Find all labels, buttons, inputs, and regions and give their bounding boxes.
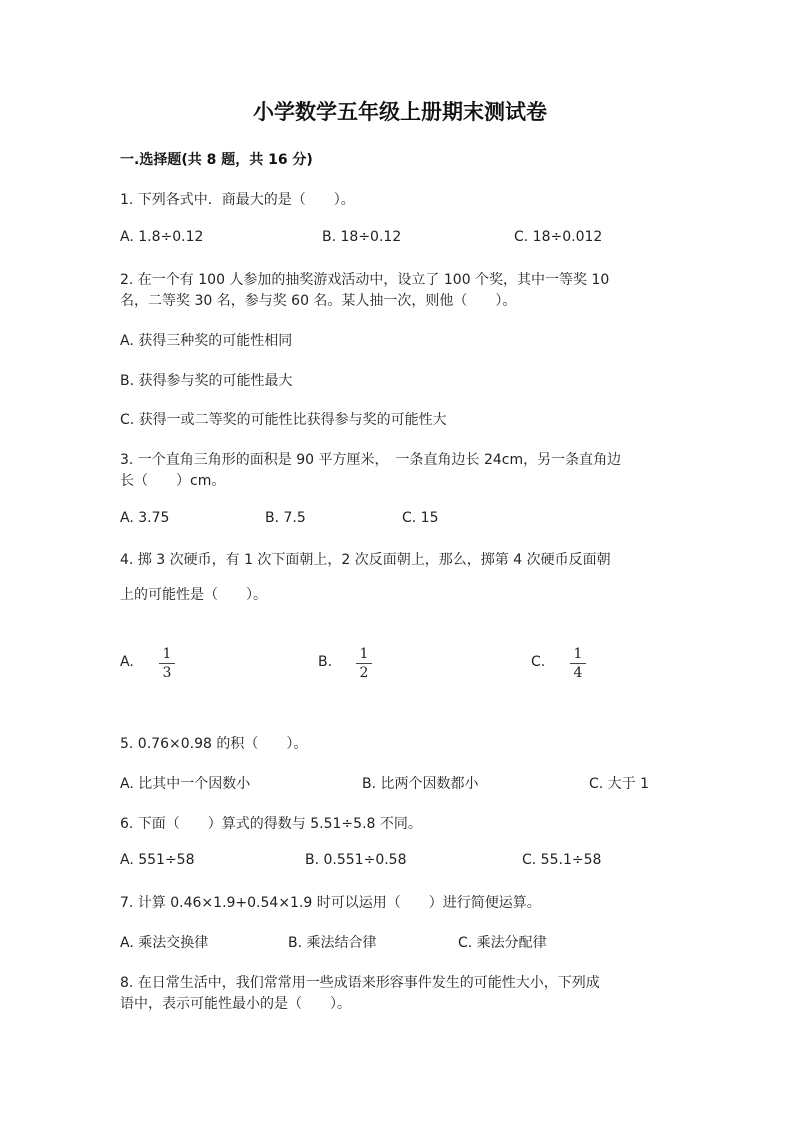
question-4-option-c-label: C. bbox=[531, 654, 546, 670]
fraction-denominator: 3 bbox=[162, 665, 172, 681]
question-5-stem: 5. 0.76×0.98 的积（ ）。 bbox=[120, 736, 308, 752]
section-heading: 一.选择题(共 8 题，共 16 分) bbox=[120, 152, 313, 168]
question-2-option-b: B. 获得参与奖的可能性最大 bbox=[120, 373, 293, 389]
page-title: 小学数学五年级上册期末测试卷 bbox=[253, 99, 547, 124]
question-6-stem: 6. 下面（ ）算式的得数与 5.51÷5.8 不同。 bbox=[120, 816, 422, 832]
question-1-option-a: A. 1.8÷0.12 bbox=[120, 229, 204, 245]
question-6-option-b: B. 0.551÷0.58 bbox=[305, 852, 407, 868]
question-7-option-c: C. 乘法分配律 bbox=[458, 935, 547, 951]
question-2-option-c: C. 获得一或二等奖的可能性比获得参与奖的可能性大 bbox=[120, 412, 447, 428]
fraction-numerator: 1 bbox=[573, 646, 583, 662]
question-4-option-b-fraction bbox=[354, 646, 374, 681]
question-1-option-c: C. 18÷0.012 bbox=[514, 229, 603, 245]
fraction-bar bbox=[159, 663, 175, 664]
question-2-stem-line-2: 名，二等奖 30 名，参与奖 60 名。某人抽一次，则他（ ）。 bbox=[120, 293, 517, 309]
question-5-option-a: A. 比其中一个因数小 bbox=[120, 776, 251, 792]
question-2-stem-line-1: 2. 在一个有 100 人参加的抽奖游戏活动中，设立了 100 个奖，其中一等奖 10 bbox=[120, 272, 610, 288]
question-1-stem: 1. 下列各式中．商最大的是（ ）。 bbox=[120, 192, 355, 208]
question-3-option-a: A. 3.75 bbox=[120, 510, 170, 526]
question-4-stem-line-1: 4. 掷 3 次硬币，有 1 次下面朝上，2 次反面朝上，那么，掷第 4 次硬币反面朝 bbox=[120, 552, 611, 568]
question-4-option-a-fraction bbox=[157, 646, 177, 681]
question-3-stem-line-1: 3. 一个直角三角形的面积是 90 平方厘米， 一条直角边长 24cm，另一条直角边 bbox=[120, 452, 622, 468]
fraction-denominator: 2 bbox=[359, 665, 369, 681]
fraction-numerator: 1 bbox=[359, 646, 369, 662]
fraction-bar bbox=[570, 663, 586, 664]
question-2-option-a: A. 获得三种奖的可能性相同 bbox=[120, 333, 293, 349]
question-4-option-c-fraction bbox=[568, 646, 588, 681]
fraction-numerator: 1 bbox=[162, 646, 172, 662]
question-7-option-a: A. 乘法交换律 bbox=[120, 935, 209, 951]
question-1-option-b: B. 18÷0.12 bbox=[322, 229, 402, 245]
fraction-denominator: 4 bbox=[573, 665, 583, 681]
question-5-option-c: C. 大于 1 bbox=[589, 776, 650, 792]
question-7-option-b: B. 乘法结合律 bbox=[288, 935, 377, 951]
question-4-stem-line-2: 上的可能性是（ ）。 bbox=[120, 587, 267, 603]
question-7-stem: 7. 计算 0.46×1.9+0.54×1.9 时可以运用（ ）进行简便运算。 bbox=[120, 895, 541, 911]
fraction-bar bbox=[356, 663, 372, 664]
question-3-option-b: B. 7.5 bbox=[265, 510, 306, 526]
question-8-stem-line-1: 8. 在日常生活中，我们常常用一些成语来形容事件发生的可能性大小，下列成 bbox=[120, 975, 600, 991]
question-6-option-a: A. 551÷58 bbox=[120, 852, 195, 868]
question-5-option-b: B. 比两个因数都小 bbox=[362, 776, 479, 792]
question-3-stem-line-2: 长（ ）cm。 bbox=[120, 473, 226, 489]
question-6-option-c: C. 55.1÷58 bbox=[522, 852, 602, 868]
question-3-option-c: C. 15 bbox=[402, 510, 439, 526]
question-8-stem-line-2: 语中，表示可能性最小的是（ ）。 bbox=[120, 996, 351, 1012]
question-4-option-a-label: A. bbox=[120, 654, 134, 670]
question-4-option-b-label: B. bbox=[318, 654, 333, 670]
